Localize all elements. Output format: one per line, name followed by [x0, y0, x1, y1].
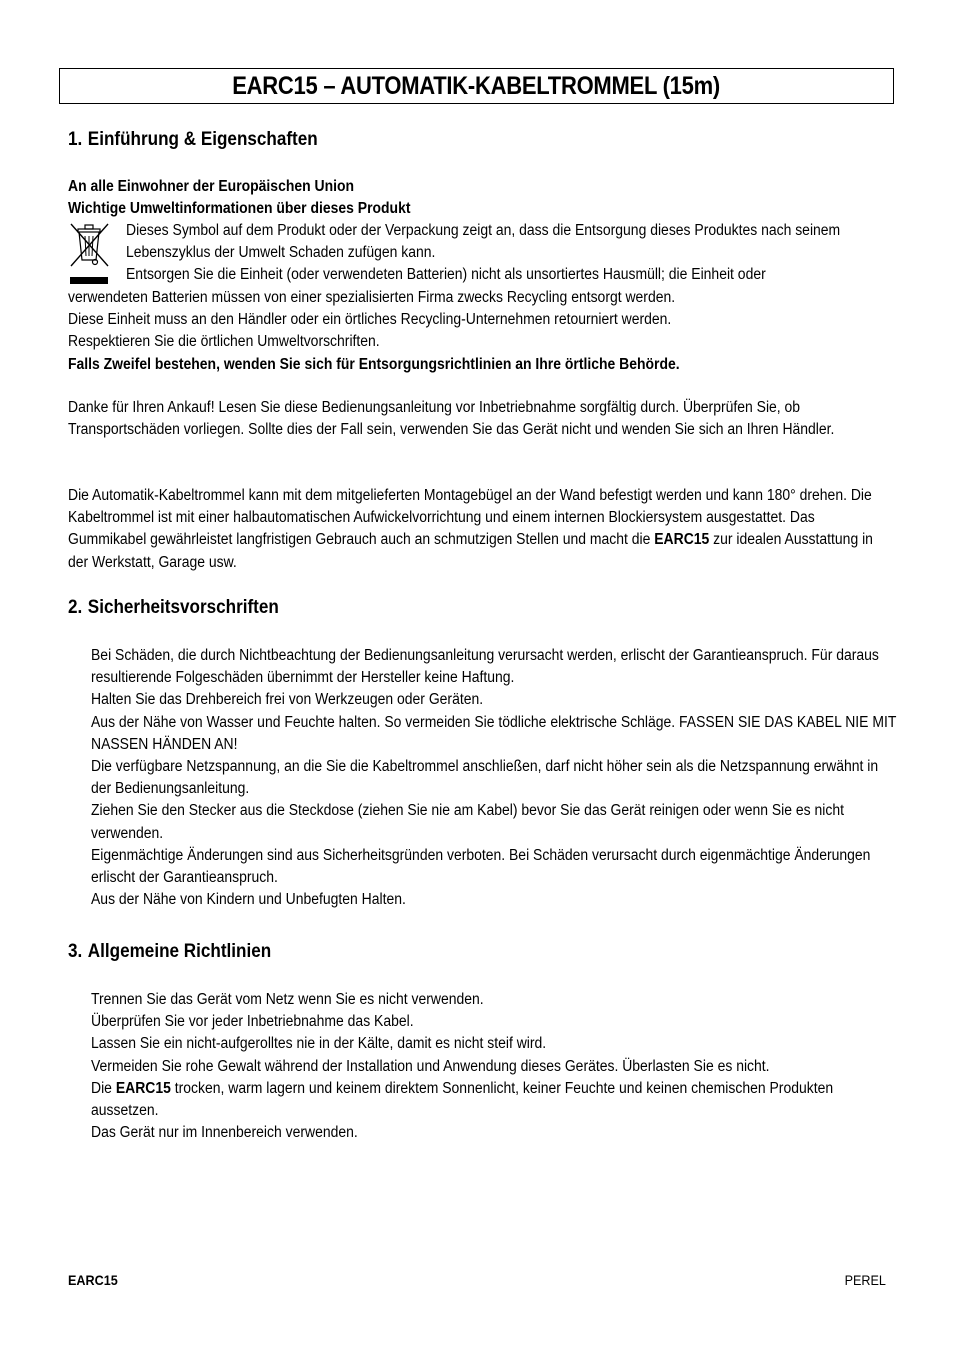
section-title: Einführung & Eigenschaften	[87, 129, 318, 150]
section-number: 1.	[68, 129, 83, 150]
section-1-heading	[68, 129, 318, 151]
general-item-storage	[91, 1078, 897, 1122]
eu-header	[68, 176, 896, 220]
eu-line-2: Wichtige Umweltinformationen über dieses Produkt	[68, 200, 411, 218]
dispose-text-b: verwendeten Batterien müssen von einer spezialisierten Firma zwecks Recycling entsorgt werden.	[68, 289, 676, 306]
description-text-b: zur idealen Ausstattung in der Werkstatt, Garage usw.	[68, 531, 873, 571]
section-title: Allgemeine Richtlinien	[87, 941, 272, 962]
storage-text-b: trocken, warm lagern und keinem direktem Sonnenlicht, keiner Feuchte und keinen chemischen Produkten aussetzen.	[91, 1079, 834, 1120]
dispose-text-a: Entsorgen Sie die Einheit (oder verwendeten Batterien) nicht als unsortiertes Hausmüll; die Einheit oder	[126, 266, 766, 284]
general-item: Das Gerät nur im Innenbereich verwenden.	[91, 1124, 358, 1142]
eu-details	[68, 287, 896, 376]
safety-item: Ziehen Sie den Stecker aus die Steckdose (ziehen Sie nie am Kabel) bevor Sie das Gerät reinigen oder wenn Sie es nicht verwenden.	[91, 802, 844, 842]
intro-description	[68, 485, 896, 574]
section-title: Sicherheitsvorschriften	[87, 597, 279, 618]
intro-thanks	[68, 397, 896, 441]
footer-brand: PEREL	[844, 1272, 886, 1288]
safety-item: Eigenmächtige Änderungen sind aus Sicherheitsgründen verboten. Bei Schäden verursacht durch eigenmächtige Änderungen erlischt der Garantieanspruch.	[91, 846, 871, 887]
description-text-a: Die Automatik-Kabeltrommel kann mit dem mitgelieferten Montagebügel an der Wand befestigt werden und kann 180° drehen. Die Kabeltrommel ist mit einer halbautomatischen Aufwickelvorrichtung und einem internen Blockiersystem ausgestattet. Das Gummikabel gewährleistet langfristigen Gebrauch auch an schmutzigen Stellen und macht die	[68, 487, 872, 549]
weee-description	[126, 220, 864, 287]
general-item: Lassen Sie ein nicht-aufgerolltes nie in der Kälte, damit es nicht steif wird.	[91, 1035, 547, 1053]
safety-item: Bei Schäden, die durch Nichtbeachtung der Bedienungsanleitung verursacht werden, erlischt der Garantieanspruch. Für daraus resultierende Folgeschäden übernimmt der Hersteller keine Haftung.	[91, 647, 879, 687]
return-text: Diese Einheit muss an den Händler oder ein örtliches Recycling-Unternehmen retourniert werden.	[68, 311, 672, 329]
safety-item: Aus der Nähe von Kindern und Unbefugten Halten.	[91, 891, 406, 909]
section-number: 3.	[68, 941, 83, 962]
crossed-bin-icon	[68, 220, 112, 288]
respect-text: Respektieren Sie die örtlichen Umweltvorschriften.	[68, 333, 380, 351]
section-2-heading	[68, 597, 279, 619]
safety-list	[91, 645, 897, 911]
general-list	[91, 989, 897, 1144]
general-item: Überprüfen Sie vor jeder Inbetriebnahme das Kabel.	[91, 1013, 414, 1031]
symbol-text: Dieses Symbol auf dem Produkt oder der Verpackung zeigt an, dass die Entsorgung dieses Produktes nach seinem Lebenszyklus der Umwelt Schaden zufügen kann.	[126, 222, 841, 262]
doubt-text: Falls Zweifel bestehen, wenden Sie sich für Entsorgungsrichtlinien an Ihre örtliche Behörde.	[68, 355, 680, 373]
footer-model: EARC15	[68, 1272, 118, 1288]
description-paragraph	[68, 485, 896, 574]
safety-item: Aus der Nähe von Wasser und Feuchte halten. So vermeiden Sie tödliche elektrische Schläge. FASSEN SIE DAS KABEL NIE MIT NASSEN HÄNDEN AN!	[91, 713, 897, 753]
model-name: EARC15	[654, 531, 710, 549]
safety-item: Halten Sie das Drehbereich frei von Werkzeugen oder Geräten.	[91, 691, 484, 709]
general-item: Vermeiden Sie rohe Gewalt während der Installation und Anwendung dieses Gerätes. Überlasten Sie es nicht.	[91, 1057, 770, 1075]
title-box	[59, 68, 894, 104]
page-title: EARC15 – AUTOMATIK-KABELTROMMEL (15m)	[232, 71, 721, 100]
safety-item: Die verfügbare Netzspannung, an die Sie die Kabeltrommel anschließen, darf nicht höher sein als die Netzspannung erwähnt in der Bedienungsanleitung.	[91, 758, 879, 798]
eu-line-1: An alle Einwohner der Europäischen Union	[68, 178, 355, 195]
thanks-paragraph: Danke für Ihren Ankauf! Lesen Sie diese Bedienungsanleitung vor Inbetriebnahme sorgfältig durch. Überprüfen Sie, ob Transportschäden vorliegen. Sollte dies der Fall sein, verwenden Sie das Gerät nicht und wenden Sie sich an Ihren Händler.	[68, 399, 835, 439]
section-number: 2.	[68, 597, 83, 618]
general-item: Trennen Sie das Gerät vom Netz wenn Sie es nicht verwenden.	[91, 991, 484, 1008]
storage-text-a: Die	[91, 1079, 112, 1097]
section-3-heading	[68, 941, 271, 963]
model-name: EARC15	[115, 1079, 171, 1097]
